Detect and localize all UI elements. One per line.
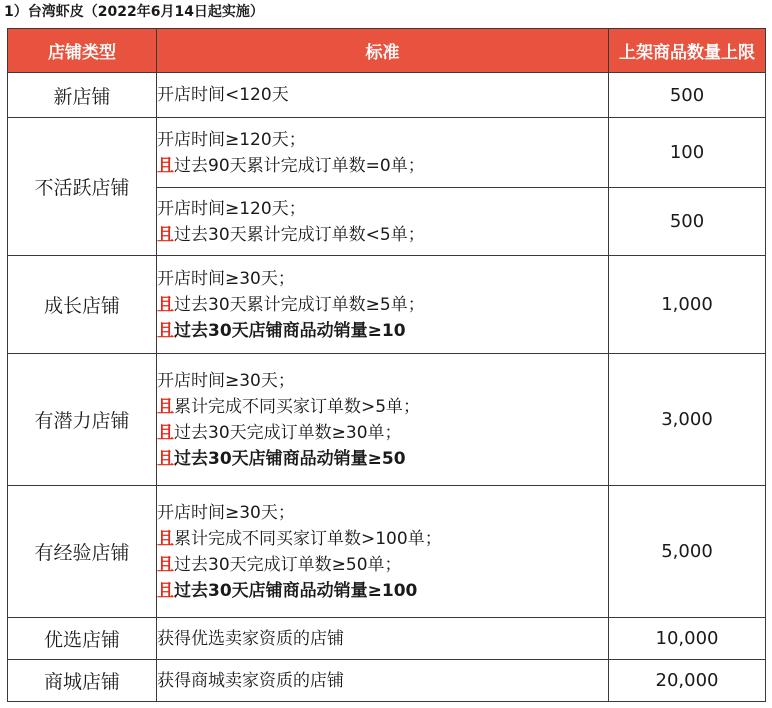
criteria-line [157,668,608,694]
criteria-text: 过去30天累计完成订单数<5单； [174,224,425,245]
criteria-line [157,394,608,420]
listing-limit-table [7,28,766,702]
header-shop-type: 店铺类型 [8,29,157,73]
criteria-cell [157,660,609,702]
criteria-line [157,82,608,108]
listing-limit-cell: 10,000 [609,618,766,660]
shop-type-cell: 不活跃店铺 [8,118,157,256]
criteria-line [157,500,608,526]
criteria-text: 过去30天店铺商品动销量≥100 [174,580,418,601]
criteria-line [157,196,608,222]
criteria-cell [157,118,609,188]
criteria-text: 累计完成不同买家订单数>100单； [174,528,442,549]
conjunction-label: 且 [157,155,174,176]
criteria-text: 过去30天完成订单数≥50单； [174,554,402,575]
criteria-line [157,626,608,652]
shop-type-cell: 新店铺 [8,73,157,118]
conjunction-label: 且 [157,528,174,549]
table-row [8,73,766,118]
criteria-text: 过去30天完成订单数≥30单； [174,422,402,443]
shop-type-cell: 有潜力店铺 [8,354,157,486]
listing-limit-cell: 500 [609,188,766,256]
criteria-text: 开店时间≥30天； [157,370,295,391]
criteria-text: 开店时间≥30天； [157,268,295,289]
table-row [8,118,766,188]
conjunction-label: 且 [157,294,174,315]
criteria-line [157,222,608,248]
criteria-cell [157,486,609,618]
conjunction-label: 且 [157,448,174,469]
criteria-text: 过去30天累计完成订单数≥5单； [174,294,425,315]
criteria-text: 开店时间≥120天； [157,198,306,219]
criteria-cell [157,73,609,118]
shop-type-cell: 优选店铺 [8,618,157,660]
conjunction-label: 且 [157,224,174,245]
criteria-line [157,446,608,472]
table-row [8,256,766,354]
table-row [8,660,766,702]
criteria-line [157,578,608,604]
criteria-text: 过去30天店铺商品动销量≥50 [174,448,406,469]
criteria-cell [157,188,609,256]
listing-limit-cell: 1,000 [609,256,766,354]
shop-type-cell: 有经验店铺 [8,486,157,618]
table-row [8,486,766,618]
criteria-line [157,368,608,394]
criteria-text: 过去30天店铺商品动销量≥10 [174,320,406,341]
listing-limit-cell: 100 [609,118,766,188]
criteria-line [157,127,608,153]
criteria-cell [157,618,609,660]
criteria-line [157,318,608,344]
listing-limit-cell: 500 [609,73,766,118]
conjunction-label: 且 [157,554,174,575]
criteria-text: 获得商城卖家资质的店铺 [157,670,344,691]
criteria-cell [157,256,609,354]
criteria-text: 获得优选卖家资质的店铺 [157,628,344,649]
criteria-text: 开店时间≥30天； [157,502,295,523]
criteria-line [157,292,608,318]
criteria-text: 开店时间<120天 [157,85,289,105]
criteria-line [157,266,608,292]
criteria-line [157,153,608,179]
page-title: 1）台湾虾皮（2022年6月14日起实施） [4,4,264,20]
header-criteria: 标准 [157,29,609,73]
table-row [8,354,766,486]
shop-type-cell: 成长店铺 [8,256,157,354]
conjunction-label: 且 [157,320,174,341]
criteria-line [157,552,608,578]
header-listing-limit: 上架商品数量上限 [609,29,766,73]
listing-limit-cell: 5,000 [609,486,766,618]
conjunction-label: 且 [157,396,174,417]
table-row [8,618,766,660]
criteria-text: 开店时间≥120天； [157,129,306,150]
shop-type-cell: 商城店铺 [8,660,157,702]
criteria-text: 过去90天累计完成订单数=0单； [174,155,425,176]
criteria-cell [157,354,609,486]
criteria-line [157,420,608,446]
conjunction-label: 且 [157,422,174,443]
criteria-text: 累计完成不同买家订单数>5单； [174,396,421,417]
listing-limit-cell: 3,000 [609,354,766,486]
table-header-row [8,29,766,73]
criteria-line [157,526,608,552]
conjunction-label: 且 [157,580,174,601]
listing-limit-cell: 20,000 [609,660,766,702]
table-body [8,73,766,702]
